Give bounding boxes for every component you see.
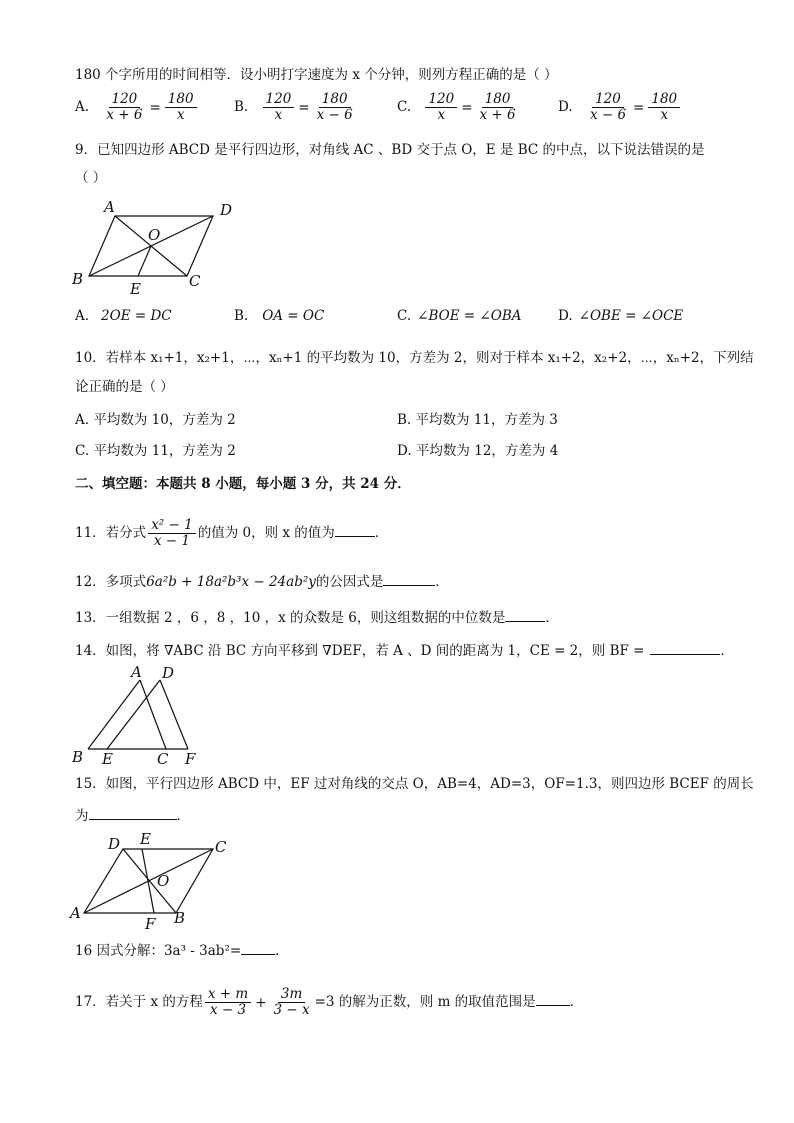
period: ． [275, 943, 289, 959]
q17-post: =3 的解为正数，则 m 的取值范围是 [314, 994, 536, 1010]
denominator: x − 6 [316, 107, 353, 123]
numerator: 3m [278, 987, 305, 1003]
q13-text: 13．一组数据 2 ，6 ，8 ，10 ，x 的众数是 6，则这组数据的中位数是 [75, 610, 506, 626]
option-letter: A. [75, 99, 90, 115]
answer-blank[interactable] [536, 991, 570, 1006]
q11-post: 的值为 0，则 x 的值为 [197, 525, 335, 541]
period: ． [374, 525, 389, 541]
q16-text: 16 因式分解：3a³ - 3ab²= [75, 943, 242, 959]
label-e: E [130, 280, 141, 298]
option-text: 平均数为 11，方差为 3 [415, 412, 558, 428]
option-letter: A. [75, 308, 90, 324]
q8-stem: 180 个字所用的时间相等．设小明打字速度为 x 个分钟，则列方程正确的是（ ） [75, 67, 558, 83]
period: ． [720, 643, 734, 659]
numerator: 120 [109, 92, 141, 108]
plus-sign: + [255, 994, 267, 1011]
denominator: x − 6 [589, 107, 627, 123]
denominator: x [437, 107, 446, 123]
denominator: x [274, 107, 283, 123]
option-letter: C. [75, 443, 90, 459]
q8-option-d[interactable]: D. $\frac{120}{x - 6}$ = $\frac{180}{x}$ [558, 92, 682, 123]
option-letter: C. [397, 99, 412, 115]
label-c: C [215, 838, 227, 856]
numerator: 120 [425, 92, 457, 108]
option-letter: D. [558, 308, 573, 324]
option-text: 2OE = DC [101, 308, 172, 324]
label-a: A [131, 663, 142, 681]
answer-blank[interactable] [241, 940, 275, 955]
q12-pre: 12．多项式 [75, 574, 147, 590]
numerator: 180 [165, 92, 197, 108]
numerator: 120 [263, 92, 295, 108]
label-c: C [189, 272, 201, 290]
option-letter: B. [234, 99, 249, 115]
numerator: 180 [482, 92, 514, 108]
q10-stem: 10．若样本 x₁+1，x₂+1，⋯，xₙ+1 的平均数为 10，方差为 2，则对于样本 x₁+2，x₂+2，⋯，xₙ+2，下列结 [75, 350, 754, 366]
label-b: B [174, 909, 186, 927]
q12-expression: 6a²b + 18a²b³x − 24ab²y [146, 574, 316, 590]
numerator: x² − 1 [148, 518, 196, 534]
q17 [75, 987, 583, 1018]
period: ． [435, 574, 449, 590]
numerator: 180 [319, 92, 351, 108]
period: ． [545, 610, 559, 626]
label-o: O [148, 226, 161, 244]
denominator: x + 6 [479, 107, 516, 123]
label-d: D [220, 201, 233, 219]
section-heading: 二、填空题：本题共 8 小题，每小题 3 分，共 24 分． [75, 476, 411, 492]
denominator: x − 1 [153, 533, 190, 549]
q11-pre: 11．若分式 [75, 525, 147, 541]
q10-stem-cont: 论正确的是（ ） [75, 379, 174, 395]
denominator: x [660, 107, 669, 123]
fraction [205, 987, 251, 1018]
label-d: D [108, 835, 121, 853]
q14-text: 14．如图，将 ∇ABC 沿 BC 方向平移到 ∇DEF，若 A 、D 间的距离为 1，CE = 2，则 BF = [75, 643, 645, 659]
segment-ef [142, 849, 154, 913]
fraction [271, 987, 313, 1018]
denominator: 3 − x [273, 1002, 310, 1018]
option-text: 平均数为 12，方差为 4 [415, 443, 559, 459]
period: ． [569, 994, 584, 1010]
option-letter: C. [397, 308, 412, 324]
label-e: E [102, 750, 113, 768]
period: ． [176, 808, 190, 824]
label-a: A [70, 904, 81, 922]
denominator: x [176, 107, 185, 123]
option-text: 平均数为 10，方差为 2 [93, 412, 236, 428]
option-letter: D. [397, 443, 412, 459]
option-text: ∠OBE = ∠OCE [578, 308, 684, 324]
option-letter: A. [75, 412, 90, 428]
option-letter: D. [558, 99, 573, 115]
label-o: O [157, 872, 170, 890]
denominator: x − 3 [209, 1002, 247, 1018]
option-text: OA = OC [262, 308, 325, 324]
numerator: 120 [592, 92, 624, 108]
q17-pre: 17．若关于 x 的方程 [75, 994, 203, 1010]
option-letter: B. [234, 308, 249, 324]
q15-text: 15．如图，平行四边形 ABCD 中，EF 过对角线的交点 O，AB=4，AD=3，OF=1.3，则四边形 BCEF 的周长 [75, 776, 754, 792]
q8-option-a[interactable]: A. $\frac{120}{x + 6}$ = $\frac{180}{x}$ [75, 92, 199, 123]
label-c: C [157, 750, 169, 768]
q16 [75, 940, 289, 961]
option-text: ∠BOE = ∠OBA [417, 308, 522, 324]
label-b: B [72, 748, 84, 766]
q9-stem-cont: （ ） [75, 170, 107, 186]
numerator: 180 [648, 92, 680, 108]
q8-option-b[interactable]: B. $\frac{120}{x}$ = $\frac{180}{x - 6}$ [234, 92, 358, 123]
label-d: D [162, 664, 175, 682]
denominator: x + 6 [106, 107, 143, 123]
q8-option-c[interactable]: C. $\frac{120}{x}$ = $\frac{180}{x + 6}$ [397, 92, 521, 123]
label-e: E [140, 830, 151, 848]
label-f: F [185, 750, 196, 768]
q12-post: 的公因式是 [315, 574, 384, 590]
q15-text2: 为 [75, 808, 89, 824]
q9-stem: 9．已知四边形 ABCD 是平行四边形，对角线 AC 、BD 交于点 O，E 是 BC 的中点，以下说法错误的是 [75, 142, 705, 158]
numerator: x + m [205, 987, 251, 1003]
option-text: 平均数为 11，方差为 2 [93, 443, 236, 459]
label-f: F [145, 915, 156, 933]
option-letter: B. [397, 412, 412, 428]
label-b: B [72, 270, 84, 288]
label-a: A [104, 198, 115, 216]
